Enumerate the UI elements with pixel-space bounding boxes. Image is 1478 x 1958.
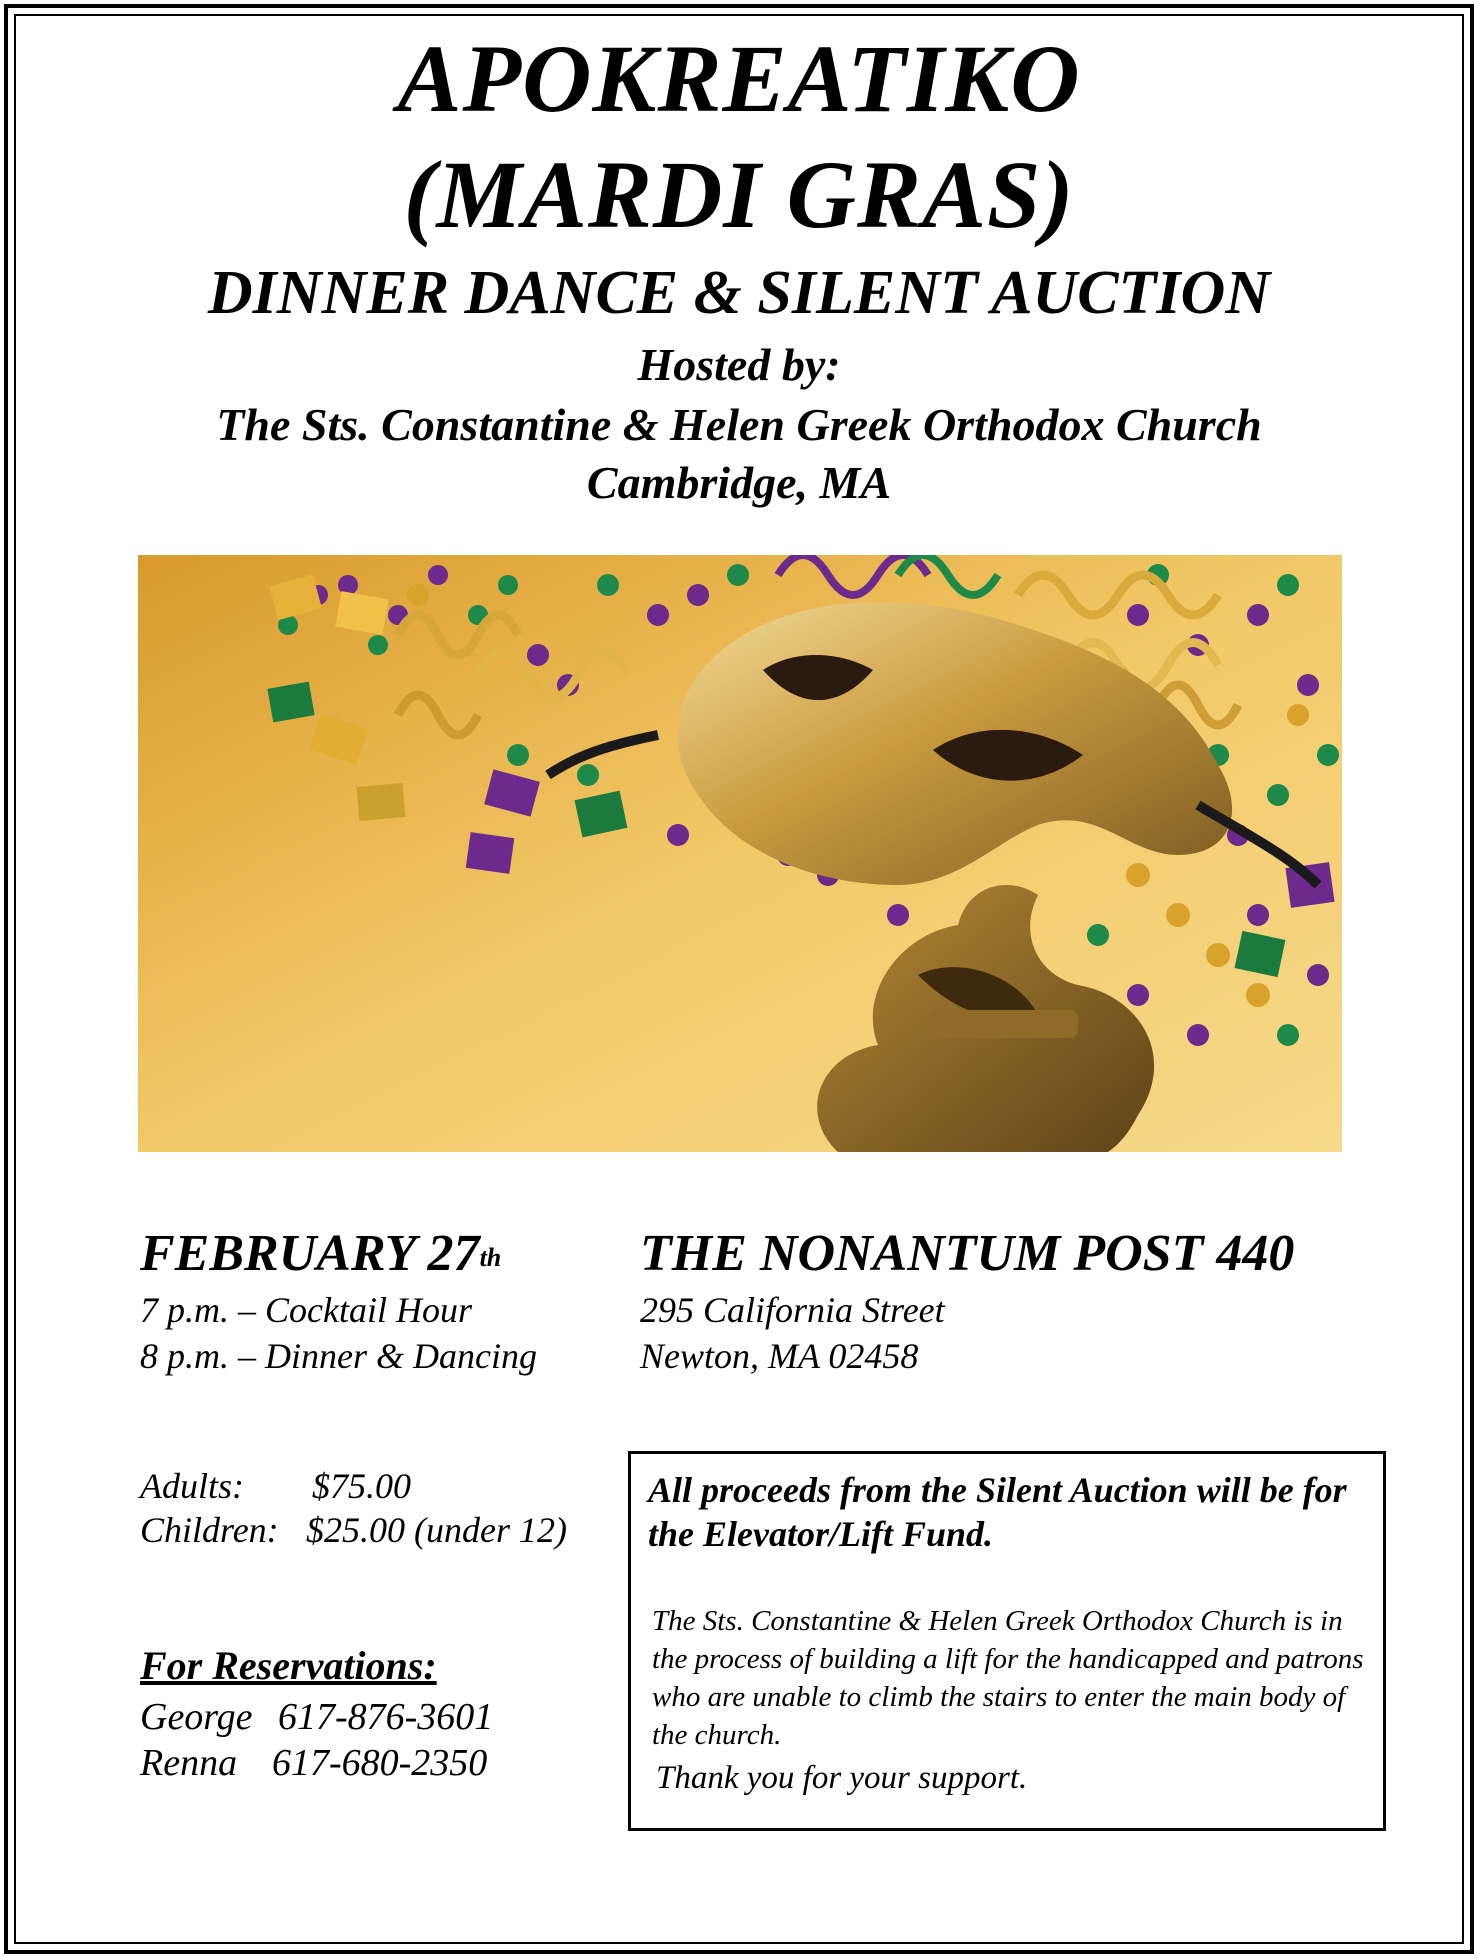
children-label: Children: [140,1510,279,1550]
hosted-by-label: Hosted by: [637,339,841,390]
title-line-1: APOKREATIKO [397,25,1081,132]
host-city: Cambridge, MA [586,457,892,508]
contact-name-george: George [140,1696,253,1738]
contact-phone-george: 617-876-3601 [278,1696,494,1738]
mardi-gras-mask-photo [138,555,1342,1152]
dinner-dancing-time: 8 p.m. – Dinner & Dancing [140,1336,537,1376]
contact-name-renna: Renna [140,1742,238,1784]
contact-phone-renna: 617-680-2350 [272,1742,488,1784]
adults-price: $75.00 [312,1466,411,1506]
adults-label: Adults: [140,1466,244,1506]
event-date: FEBRUARY 27th [140,1225,502,1282]
reservations-heading: For Reservations: [140,1643,437,1688]
lift-fund-description: The Sts. Constantine & Helen Greek Orthodox Church is in the process of building a lift for the handicapped and patrons who are unable to climb the stairs to enter the main body of the church. [652,1605,1364,1751]
date-suffix: th [479,1243,502,1272]
venue-street: 295 California Street [640,1290,945,1330]
host-church-name: The Sts. Constantine & Helen Greek Orthodox Church [216,399,1262,450]
event-subtitle: DINNER DANCE & SILENT AUCTION [207,259,1271,327]
title-line-2: (MARDI GRAS) [403,141,1075,248]
children-price: $25.00 (under 12) [306,1510,567,1550]
venue-town: Newton, MA 02458 [640,1336,919,1376]
thank-you-note: Thank you for your support. [656,1760,1028,1796]
venue-name: THE NONANTUM POST 440 [640,1225,1295,1282]
auction-proceeds-heading: All proceeds from the Silent Auction will be for the Elevator/Lift Fund. [648,1470,1347,1554]
cocktail-hour-time: 7 p.m. – Cocktail Hour [140,1290,472,1330]
